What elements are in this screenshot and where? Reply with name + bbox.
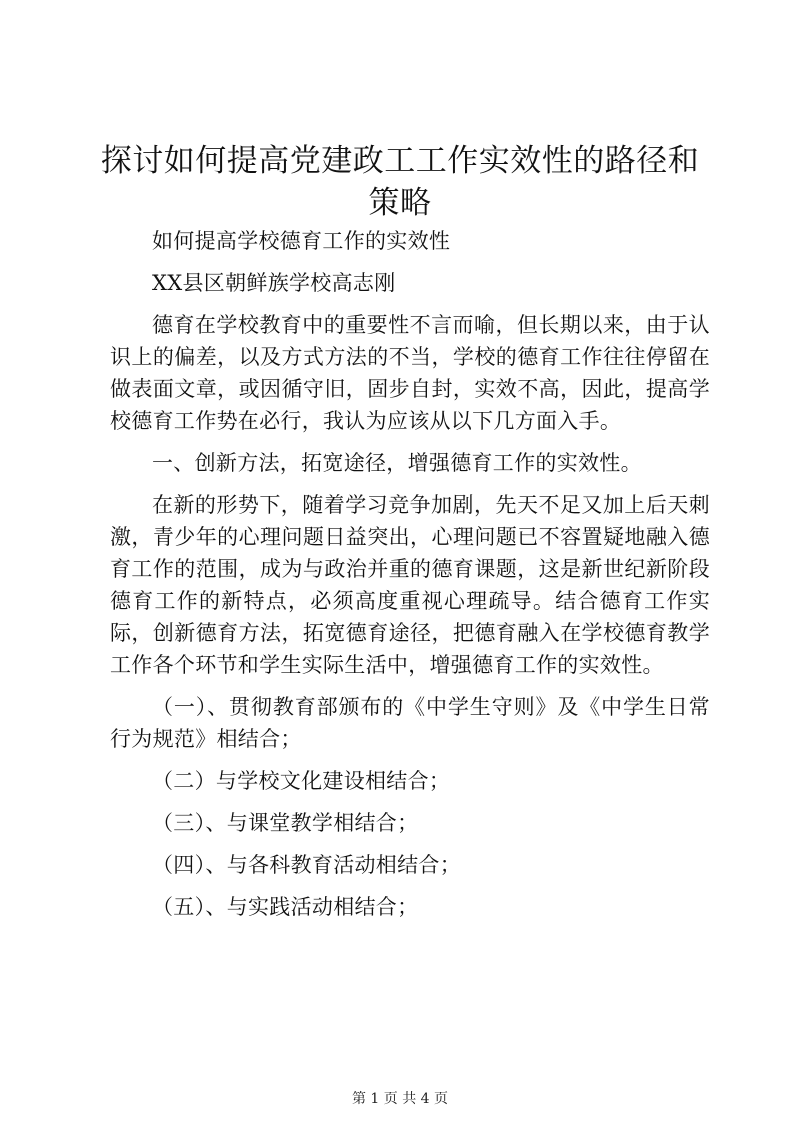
page-footer: 第 1 页 共 4 页 bbox=[351, 1091, 449, 1107]
intro-paragraph: 德育在学校教育中的重要性不言而喻，但长期以来，由于认识上的偏差，以及方式方法的不当，学校的德育工作往往停留在做表面文章，或因循守旧，固步自封，实效不高，因此，提高学校德育工作势在必行，我认为应该从以下几方面入手。 bbox=[110, 313, 710, 433]
subtitle-paragraph: 如何提高学校德育工作的实效性 bbox=[152, 229, 451, 253]
list-item: （一）、贯彻教育部颁布的《中学生守则》及《中学生日常行为规范》相结合； bbox=[110, 695, 710, 751]
list-item: （二）与学校文化建设相结合； bbox=[152, 769, 451, 793]
author-line: XX县区朝鲜族学校高志刚 bbox=[152, 271, 396, 295]
list-item: （三）、与课堂教学相结合； bbox=[152, 811, 419, 835]
document-body bbox=[110, 225, 710, 933]
document-title: 探讨如何提高党建政工工作实效性的路径和策略 bbox=[100, 143, 700, 221]
list-item: （五）、与实践活动相结合； bbox=[152, 895, 419, 919]
section-heading: 一、创新方法，拓宽途径，增强德育工作的实效性。 bbox=[152, 451, 642, 475]
body-paragraph: 在新的形势下，随着学习竞争加剧，先天不足又加上后天刺激，青少年的心理问题日益突出，心理问题已不容置疑地融入德育工作的范围，成为与政治并重的德育课题，这是新世纪新阶段德育工作的新特点，必须高度重视心理疏导。结合德育工作实际，创新德育方法，拓宽德育途径，把德育融入在学校德育教学工作各个环节和学生实际生活中，增强德育工作的实效性。 bbox=[110, 493, 710, 677]
list-item: （四）、与各科教育活动相结合； bbox=[152, 853, 461, 877]
